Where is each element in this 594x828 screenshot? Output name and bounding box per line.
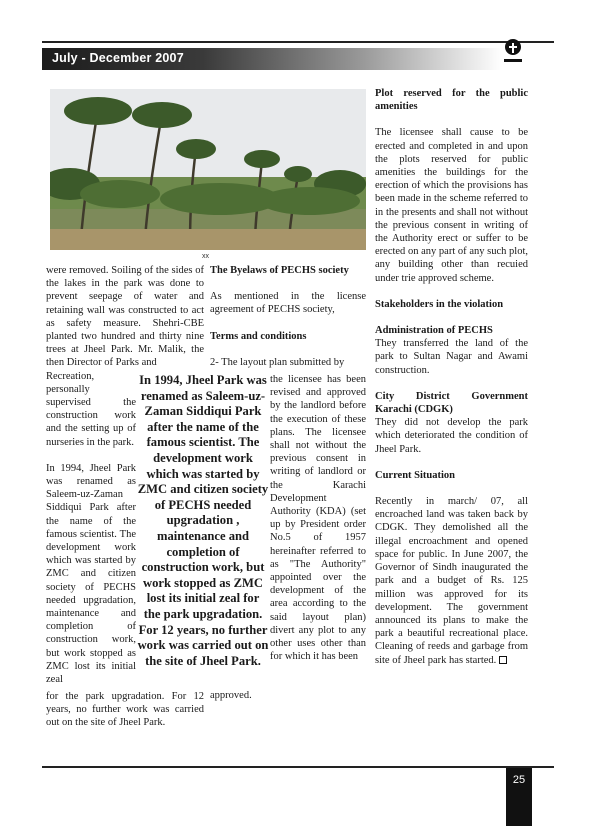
- issue-banner: [42, 48, 502, 70]
- terms-heading: Terms and conditions: [210, 330, 307, 342]
- col1-paragraph-1b: Recreation, personally supervised the construction work and the setting up of nurseries in the park.: [46, 370, 136, 448]
- column-2-top: [210, 264, 366, 382]
- header-rule: [42, 41, 554, 43]
- terms-lead: 2- The layout plan submitted by: [210, 356, 345, 368]
- footer-rule: [42, 766, 554, 768]
- col1-paragraph-1: were removed. Soiling of the sides of the lakes in the park was done to prevent seepage of water and retaining wall was constructed to act as safety measure. Shehri-CBE planted two hundred and thirty nine trees at Jheel Park. Mr. Malik, the then Director of Parks and: [46, 265, 204, 369]
- terms-tail: approved.: [210, 690, 252, 701]
- shehri-logo-icon: [500, 38, 526, 66]
- byelaws-heading: The Byelaws of PECHS society: [210, 265, 349, 276]
- terms-body: the licensee has been revised and approved by the landlord before the execution of these plans. The licensee shall not without the previous consent in writing of landlord or the Karachi Development Authority (KDA) (set up by President order No.5 of 1957 hereinafter referred to as "The Authority" appointed over the development of the area according to the said layout plan) divert any plot to any other uses other than for which it has been: [270, 374, 366, 663]
- photo-caption: xx: [202, 253, 209, 260]
- plot-reserved-paragraph: The licensee shall cause to be erected and completed in and upon the plots reserved for public amenities the buildings for the erection of which the provisions has been made in the scheme referred to in the presents and shall not without the previous consent in writing of the Authority erect or suffer to be erected on any part of any such plot, any building other than recuied under trie approved scheme.: [375, 127, 528, 284]
- plot-reserved-heading: Plot reserved for the public amenities: [375, 88, 528, 113]
- pechs-admin-paragraph: They transferred the land of the park to Sultan Nagar and Awami construction.: [375, 338, 528, 376]
- park-photo: [50, 89, 366, 250]
- pull-quote: In 1994, Jheel Park was renamed as Saleem-uz-Zaman Siddiqui Park after the name of the famous scientist. The development work which was started by ZMC and citizen society of PECHS needed upgradation , maintenance and completion of construction work, but work stopped as ZMC lost its initial zeal for the park upgradation. For 12 years, no further work was carried out on the site of Jheel Park.: [137, 373, 269, 668]
- col1-paragraph-2: In 1994, Jheel Park was renamed as Saleem-uz-Zaman Siddiqui Park after the name of the famous scientist. The development work which was started by ZMC and citizen society of PECHS needed upgradation, maintenance and completion of construction work, but work stopped as ZMC lost its initial zeal: [46, 462, 136, 686]
- current-situation-heading: Current Situation: [375, 469, 456, 481]
- byelaws-paragraph: As mentioned in the license agreement of PECHS society,: [210, 291, 366, 316]
- col1-paragraph-2-tail: for the park upgradation. For 12 years, no further work was carried out on the site of Jheel Park.: [46, 691, 204, 729]
- page-number: 25: [512, 774, 526, 786]
- pechs-admin-heading: Administration of PECHS: [375, 325, 493, 337]
- current-situation-paragraph: [375, 495, 528, 667]
- cdgk-paragraph: They did not develop the park which deteriorated the condition of Jheel Park.: [375, 417, 528, 455]
- column-3: [375, 87, 528, 680]
- cdgk-heading: City District Government Karachi (CDGK): [375, 390, 528, 416]
- current-situation-text: Recently in march/ 07, all encroached land was taken back by CDGK. They demolished all the illegal encroachment and opened space for public. In June 2007, the Governor of Sindh inaugurated the park and a budget of Rs. 125 million was approved for its development. The government announced its plans to make the park a beautiful recreational place. Cleaning of reeds and garbage from site of Jheel park has started.: [375, 496, 528, 666]
- page-number-box: [506, 768, 532, 826]
- stakeholders-heading: Stakeholders in the violation: [375, 298, 504, 310]
- end-of-article-icon: [499, 656, 507, 664]
- issue-date: July - December 2007: [52, 51, 184, 65]
